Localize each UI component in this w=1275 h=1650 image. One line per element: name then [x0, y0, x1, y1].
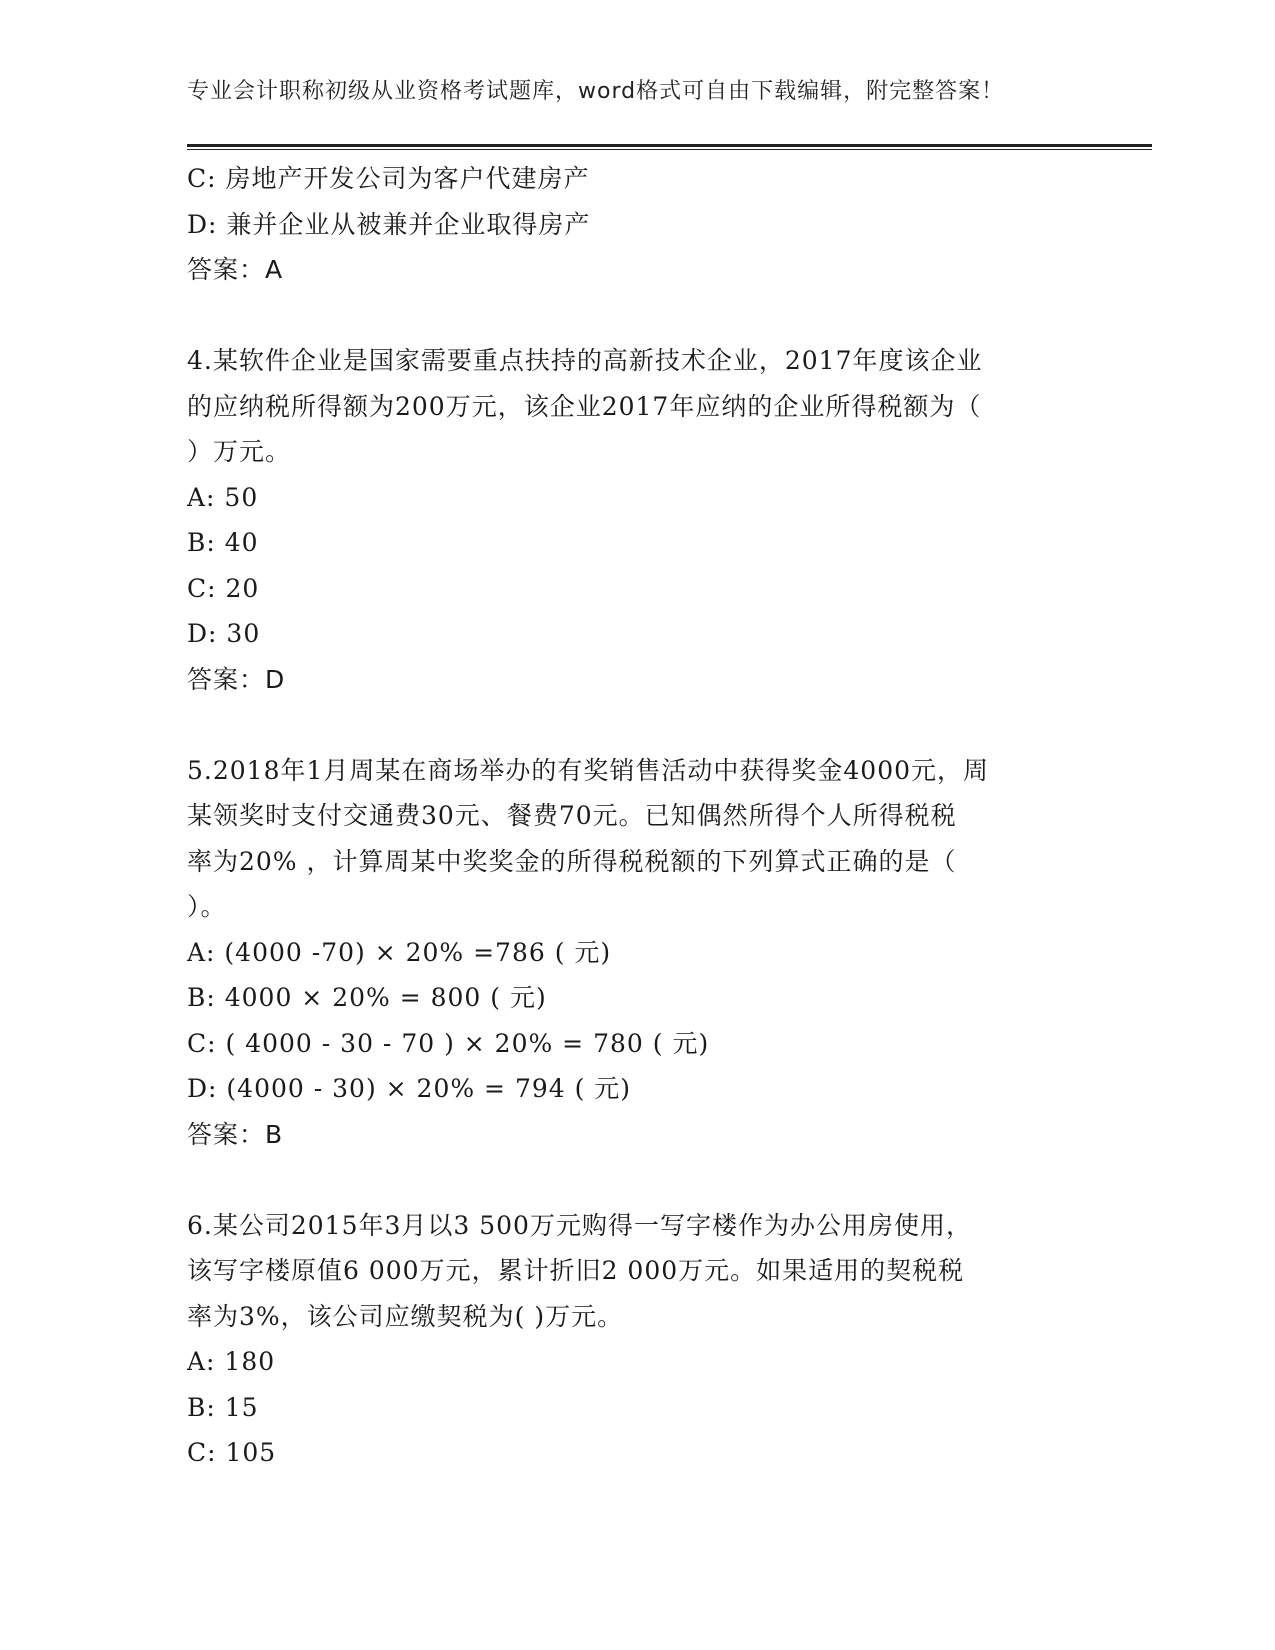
q4-option-d: D: 30 [187, 619, 261, 648]
q5-option-a: A: (4000 -70) × 20% =786 ( 元) [187, 937, 612, 967]
q5-option-c: C: ( 4000 - 30 - 70 ) × 20% = 780 ( 元) [187, 1028, 710, 1058]
spacer [187, 702, 1087, 748]
q6-stem-line: 6.某公司2015年3月以3 500万元购得一写字楼作为办公用房使用， [187, 1210, 972, 1240]
q3-option-c: C: 房地产开发公司为客户代建房产 [187, 164, 590, 193]
q5-stem-line: 5.2018年1月周某在商场举办的有奖销售活动中获得奖金4000元，周 [187, 755, 990, 785]
q5-stem-line: ）。 [187, 892, 227, 921]
q6-option-b: B: 15 [187, 1392, 259, 1422]
q4-stem-line: 的应纳税所得额为200万元，该企业2017年应纳的企业所得税额为（ [187, 391, 982, 421]
question-content [187, 156, 1087, 1476]
q4-answer: 答案：D [187, 664, 286, 694]
q5-option-b: B: 4000 × 20% = 800 ( 元) [187, 983, 547, 1012]
q5-stem-line: 率为20% ，计算周某中奖奖金的所得税税额的下列算式正确的是（ [187, 846, 957, 876]
q5-stem-line: 某领奖时支付交通费30元、餐费70元。已知偶然所得个人所得税税 [187, 801, 957, 830]
q6-option-c: C: 105 [187, 1438, 277, 1467]
q5-answer: 答案：B [187, 1119, 284, 1149]
q4-stem-line: ）万元。 [187, 437, 292, 466]
q6-option-a: A: 180 [187, 1347, 276, 1376]
q6-stem-line: 该写字楼原值6 000万元，累计折旧2 000万元。如果适用的契税税 [187, 1256, 965, 1285]
q4-option-c: C: 20 [187, 573, 260, 603]
q6-stem-line: 率为3%，该公司应缴契税为( )万元。 [187, 1301, 624, 1331]
spacer [187, 293, 1087, 339]
header-rule-thick [187, 144, 1152, 147]
q4-stem-line: 4.某软件企业是国家需要重点扶持的高新技术企业，2017年度该企业 [187, 346, 983, 375]
q3-answer: 答案：A [187, 255, 284, 284]
header-rule-thin [187, 149, 1152, 150]
spacer [187, 1157, 1087, 1203]
q4-option-a: A: 50 [187, 482, 259, 512]
q5-option-d: D: (4000 - 30) × 20% = 794 ( 元) [187, 1074, 632, 1103]
page-header: 专业会计职称初级从业资格考试题库，word格式可自由下载编辑，附完整答案！ [187, 79, 1005, 104]
q3-option-d: D: 兼并企业从被兼并企业取得房产 [187, 209, 591, 239]
q4-option-b: B: 40 [187, 528, 259, 557]
